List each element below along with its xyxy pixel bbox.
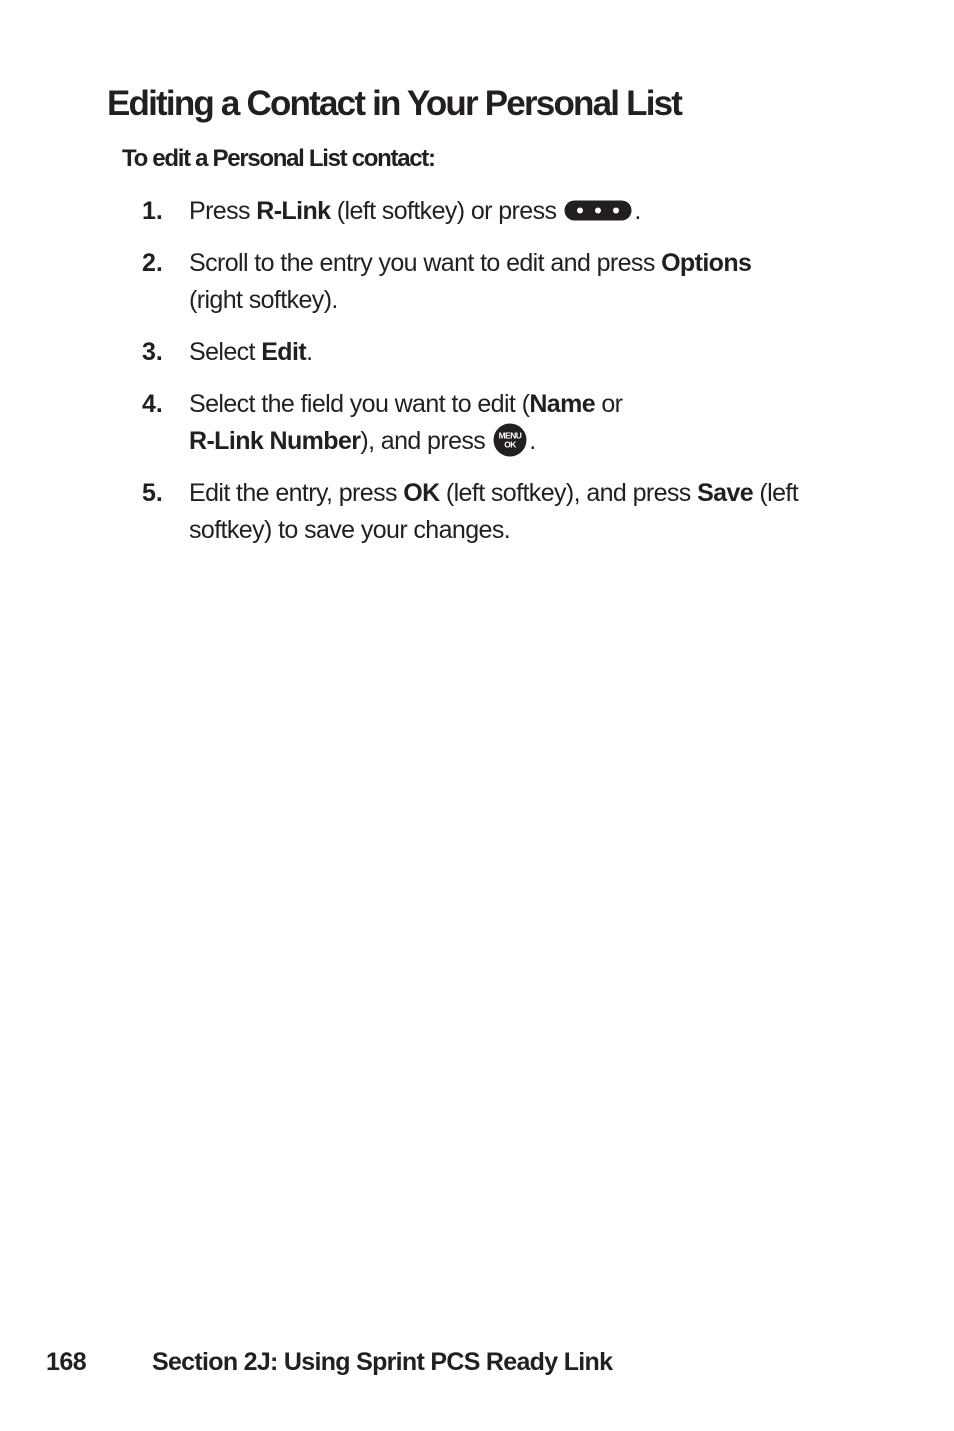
step-item-4 <box>140 386 860 460</box>
menu-icon-label: MENU <box>498 430 522 441</box>
step-text: Select the field you want to edit ( <box>189 390 530 418</box>
step-key-term: Save <box>697 479 754 507</box>
step-text: (left softkey) to save your changes. <box>189 479 799 544</box>
procedure-subheading: To edit a Personal List contact: <box>122 145 435 172</box>
section-title: Section 2J: Using Sprint PCS Ready Link <box>152 1348 613 1376</box>
step-number: 3. <box>142 338 163 366</box>
step-text: Select <box>189 338 262 366</box>
step-text: ), and press <box>360 427 486 455</box>
step-item-5 <box>140 475 860 549</box>
step-text: Scroll to the entry you want to edit and press <box>189 249 662 277</box>
step-text: or <box>595 390 623 418</box>
page-heading: Editing a Contact in Your Personal List <box>107 84 682 123</box>
step-key-term: OK <box>403 479 440 507</box>
step-text: (left softkey), and press <box>439 479 698 507</box>
step-text: (left softkey) or press <box>330 197 557 225</box>
step-number: 1. <box>142 197 163 225</box>
steps-list <box>140 193 860 564</box>
step-text: . <box>306 338 313 366</box>
step-text: . <box>529 427 536 455</box>
step-number: 5. <box>142 479 163 507</box>
ok-icon-label: OK <box>504 439 516 450</box>
step-text: Edit the entry, press <box>189 479 404 507</box>
step-number: 4. <box>142 390 163 418</box>
step-item-3 <box>140 334 860 371</box>
step-item-1 <box>140 193 860 230</box>
page-number: 168 <box>46 1348 87 1376</box>
step-text: Press <box>189 197 257 225</box>
menu-ok-icon <box>493 423 527 457</box>
step-key-term: Edit <box>261 338 307 366</box>
step-key-term: Options <box>661 249 752 277</box>
step-key-term: R-Link <box>256 197 331 225</box>
step-text: . <box>634 197 641 225</box>
step-item-2 <box>140 245 860 319</box>
softkey-three-dots-icon <box>564 200 632 221</box>
step-text: (right softkey). <box>189 286 338 314</box>
step-key-term: Name <box>529 390 596 418</box>
step-key-term: R-Link Number <box>189 427 361 455</box>
step-number: 2. <box>142 249 163 277</box>
